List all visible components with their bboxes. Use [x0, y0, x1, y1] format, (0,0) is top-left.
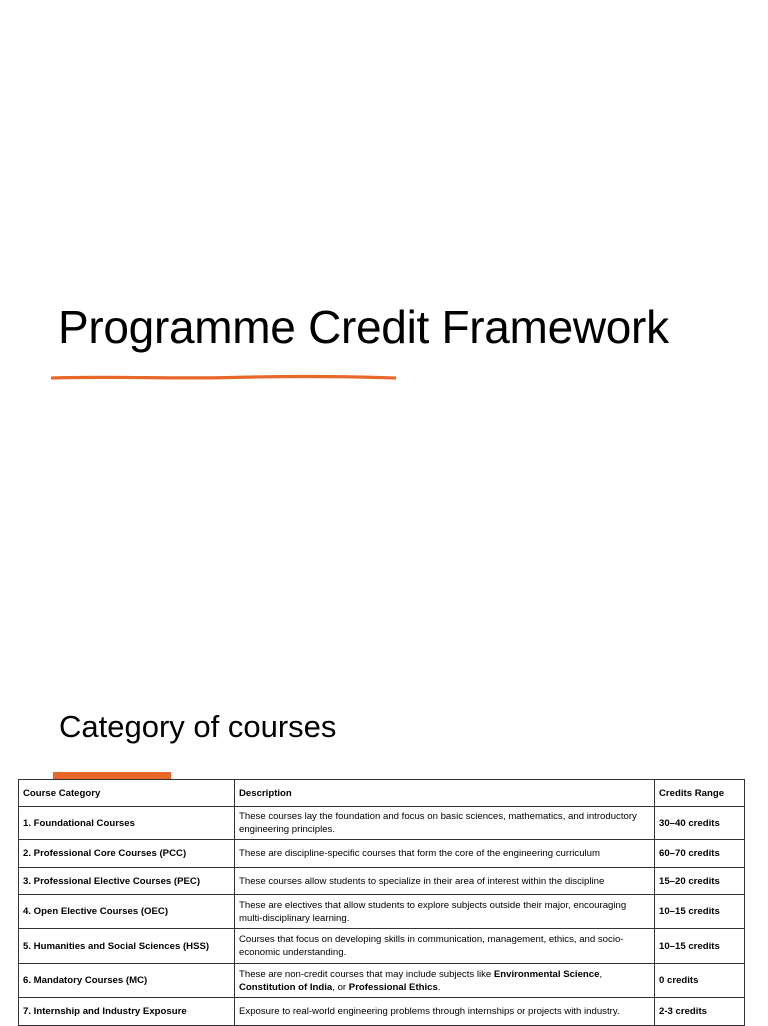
credits-cell: 2-3 credits [655, 998, 745, 1026]
course-name-constitution-of-india: Constitution of India [239, 981, 333, 993]
description-cell [235, 964, 655, 998]
table-row [19, 895, 745, 929]
course-name-environmental-science: Environmental Science [493, 968, 600, 980]
description-cell: These courses allow students to specialize in their area of interest within the discipline [235, 868, 655, 895]
course-category-cell: 4. Open Elective Courses (OEC) [19, 895, 235, 929]
description-cell: These are electives that allow students to explore subjects outside their major, encouraging multi-disciplinary learning. [235, 895, 655, 929]
header-course-category: Course Category [19, 780, 235, 807]
description-cell: Courses that focus on developing skills in communication, management, ethics, and socio-economic understanding. [235, 929, 655, 964]
credits-cell: 0 credits [655, 964, 745, 998]
course-category-cell: 6. Mandatory Courses (MC) [19, 964, 235, 998]
course-category-cell: 1. Foundational Courses [19, 807, 235, 840]
section-title: Category of courses [59, 709, 337, 744]
description-cell: These are discipline-specific courses that form the core of the engineering curriculum [235, 840, 655, 868]
description-cell: These courses lay the foundation and focus on basic sciences, mathematics, and introductory engineering principles. [235, 807, 655, 840]
course-category-cell: 3. Professional Elective Courses (PEC) [19, 868, 235, 895]
description-text: These are non-credit courses that may include subjects like [239, 968, 494, 980]
course-category-cell: 7. Internship and Industry Exposure [19, 998, 235, 1026]
course-category-cell: 5. Humanities and Social Sciences (HSS) [19, 929, 235, 964]
separator-text: , or [332, 981, 349, 993]
table-row [19, 929, 745, 964]
table-row [19, 807, 745, 840]
separator-text: . [437, 981, 441, 993]
course-category-table [18, 779, 745, 1026]
title-underline [51, 373, 396, 382]
description-cell: Exposure to real-world engineering problems through internships or projects with industry. [235, 998, 655, 1026]
header-description: Description [235, 780, 655, 807]
credits-cell: 10–15 credits [655, 895, 745, 929]
course-name-professional-ethics: Professional Ethics [348, 981, 438, 993]
table-row [19, 964, 745, 998]
course-category-cell: 2. Professional Core Courses (PCC) [19, 840, 235, 868]
table-row [19, 840, 745, 868]
credits-cell: 60–70 credits [655, 840, 745, 868]
slide-title: Programme Credit Framework [58, 301, 669, 353]
separator-text: , [599, 968, 603, 980]
header-credits-range: Credits Range [655, 780, 745, 807]
credits-cell: 15–20 credits [655, 868, 745, 895]
credits-cell: 10–15 credits [655, 929, 745, 964]
credits-cell: 30–40 credits [655, 807, 745, 840]
table-row [19, 998, 745, 1026]
table-header-row [19, 780, 745, 807]
table-row [19, 868, 745, 895]
